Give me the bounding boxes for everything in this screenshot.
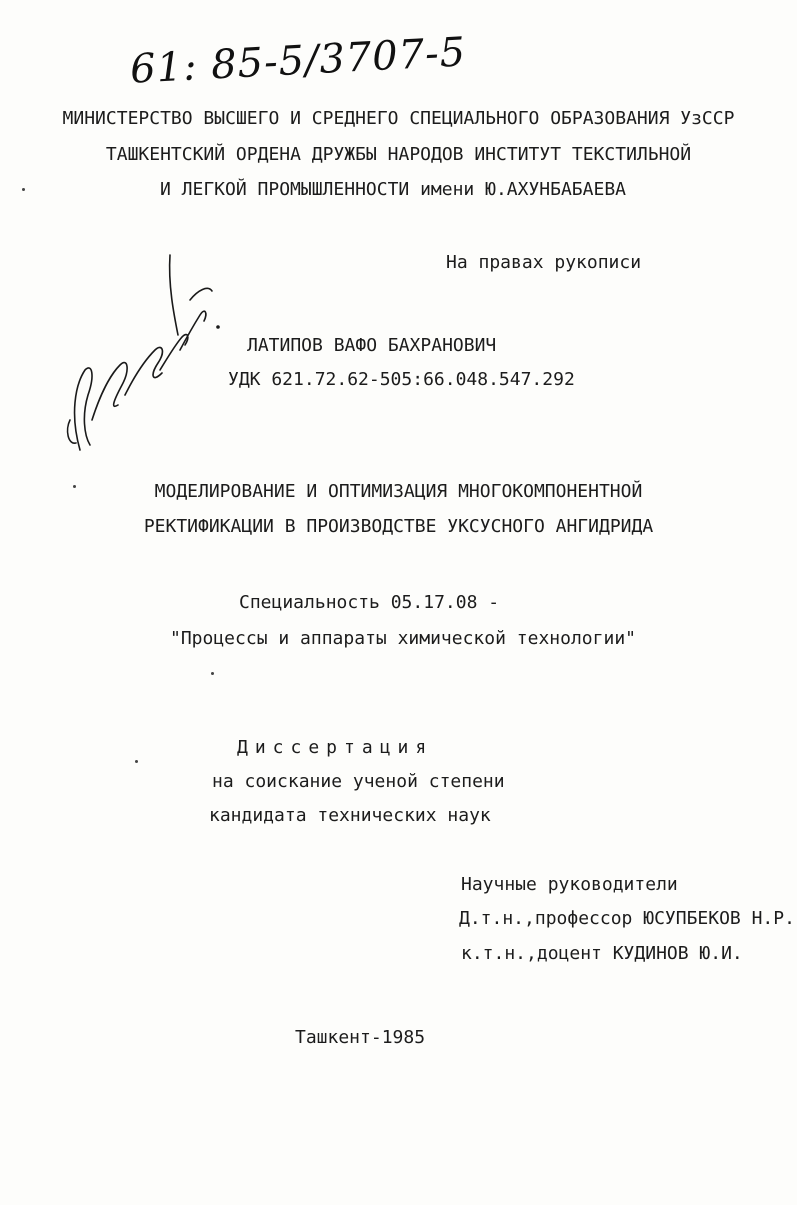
supervisor-first: Д.т.н.,профессор ЮСУПБЕКОВ Н.Р. — [459, 908, 795, 929]
city-year: Ташкент-1985 — [295, 1027, 426, 1048]
degree-line-1: на соискание ученой степени — [212, 771, 505, 792]
archive-number-handwritten: 61: 85-5/3707-5 — [129, 29, 468, 93]
scan-speck — [211, 672, 214, 675]
title-line-2: РЕКТИФИКАЦИИ В ПРОИЗВОДСТВЕ УКСУСНОГО АНГИДРИДА — [143, 516, 654, 537]
supervisor-second: к.т.н.,доцент КУДИНОВ Ю.И. — [461, 943, 743, 964]
author-name: ЛАТИПОВ ВАФО БАХРАНОВИЧ — [247, 335, 497, 356]
title-line-1: МОДЕЛИРОВАНИЕ И ОПТИМИЗАЦИЯ МНОГОКОМПОНЕНТНОЙ — [154, 481, 643, 502]
scan-speck — [73, 485, 76, 488]
specialty-name: "Процессы и аппараты химической технологии" — [170, 628, 636, 649]
ministry-heading: МИНИСТЕРСТВО ВЫСШЕГО И СРЕДНЕГО СПЕЦИАЛЬНОГО ОБРАЗОВАНИЯ УзССР — [62, 108, 735, 129]
degree-line-2: кандидата технических наук — [209, 805, 491, 826]
institute-line-1: ТАШКЕНТСКИЙ ОРДЕНА ДРУЖБЫ НАРОДОВ ИНСТИТУТ ТЕКСТИЛЬНОЙ — [105, 144, 692, 165]
udc-code: УДК 621.72.62-505:66.048.547.292 — [228, 369, 575, 390]
institute-line-2: И ЛЕГКОЙ ПРОМЫШЛЕННОСТИ имени Ю.АХУНБАБАЕВА — [160, 179, 626, 200]
specialty-code: Специальность 05.17.08 - — [239, 592, 500, 613]
scan-speck — [135, 760, 138, 763]
supervisors-heading: Научные руководители — [461, 874, 678, 895]
signature-handwritten — [40, 245, 230, 460]
dissertation-label: Диссертация — [237, 737, 434, 758]
manuscript-rights-note: На правах рукописи — [446, 252, 642, 273]
scan-speck — [22, 188, 25, 191]
